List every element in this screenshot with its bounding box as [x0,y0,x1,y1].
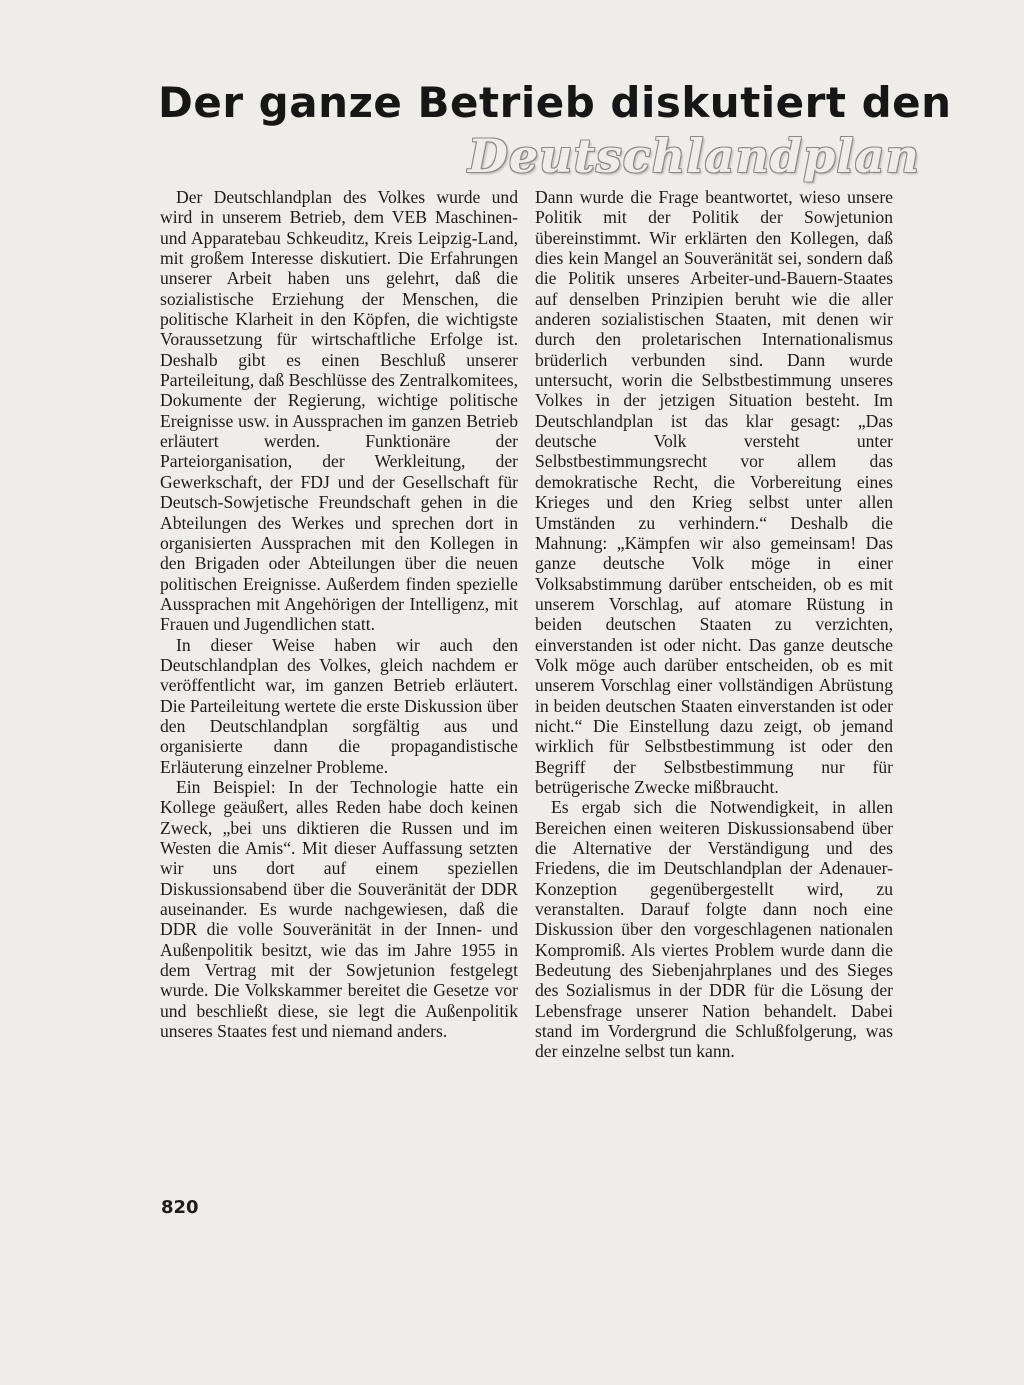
text-column-left [160,187,518,1041]
paragraph: Ein Beispiel: In der Technologie hatte ein Kollege geäußert, alles Reden habe doch keinen Zweck, „bei uns diktieren die Russen und im Westen die Amis“. Mit dieser Auffassung setzten wir uns dort auf einem speziellen Diskussionsabend über die Souveränität der DDR auseinander. Es wurde nachgewiesen, daß die DDR die volle Souveränität in der Innen- und Außenpolitik besitzt, wie das im Jahre 1955 in dem Vertrag mit der Sowjetunion festgelegt wurde. Die Volkskammer bereitet die Gesetze vor und beschließt diese, sie legt die Außenpolitik unseres Staates fest und niemand anders. [160,776,518,1042]
paragraph: Es ergab sich die Notwendigkeit, in allen Bereichen einen weiteren Diskussionsabend über die Alternative der Verständigung und des Friedens, die im Deutschlandplan der Adenauer-Konzeption gegenübergestellt wird, zu veranstalten. Darauf folgte dann noch eine Diskussion über den vorgeschlagenen nationalen Kompromiß. Als viertes Problem wurde dann die Bedeutung des Siebenjahrplanes und des Sieges des Sozialismus in der DDR für die Lösung der Lebensfrage unserer Nation behandelt. Dabei stand im Vordergrund die Schlußfolgerung, was der einzelne selbst tun kann. [535,797,893,1062]
paragraph: Dann wurde die Frage beantwortet, wieso unsere Politik mit der Politik der Sowjetunion übereinstimmt. Wir erklärten den Kollegen, daß dies kein Mangel an Souveränität sei, sondern daß die Politik unseres Arbeiter-und-Bauern-Staates auf denselben Prinzipien beruht wie die aller anderen sozialistischen Staaten, mit denen wir durch den proletarischen Internationalismus brüderlich verbunden sind. Dann wurde untersucht, worin die Selbstbestimmung unseres Volkes in der jetzigen Situation besteht. Im Deutschlandplan ist das klar gesagt: „Das deutsche Volk versteht unter Selbstbestimmungsrecht vor allem das demokratische Recht, die Vorbereitung eines Krieges und den Krieg selbst unter allen Umständen zu verhindern.“ Deshalb die Mahnung: „Kämpfen wir also gemeinsam! Das ganze deutsche Volk möge in einer Volksabstimmung darüber entscheiden, ob es mit unserem Vorschlag, auf atomare Rüstung in beiden deutschen Staaten zu verzichten, einverstanden ist oder nicht. Das ganze deutsche Volk möge auch darüber entscheiden, ob es mit unserem Vorschlag einer vollständigen Abrüstung in beiden deutschen Staaten einverstanden ist oder nicht.“ Die Einstellung dazu zeigt, ob jemand wirklich für Selbstbestimmung ist oder den Begriff der Selbstbestimmung nur für betrügerische Zwecke mißbraucht. [535,187,893,797]
page-number: 820 [161,1197,199,1218]
paragraph: In dieser Weise haben wir auch den Deutschlandplan des Volkes, gleich nachdem er veröffentlicht war, im ganzen Betrieb erläutert. Die Parteileitung wertete die erste Diskussion über den Deutschlandplan sorgfältig aus und organisierte dann die propagandistische Erläuterung einzelner Probleme. [160,634,518,777]
paragraph: Der Deutschlandplan des Volkes wurde und wird in unserem Betrieb, dem VEB Maschinen- und Apparatebau Schkeuditz, Kreis Leipzig-Land, mit großem Interesse diskutiert. Die Erfahrungen unserer Arbeit haben uns gelehrt, daß die sozialistische Erziehung der Menschen, die politische Klarheit in den Köpfen, die wichtigste Voraussetzung für wirtschaftliche Erfolge ist. Deshalb gibt es einen Beschluß unserer Parteileitung, daß Beschlüsse des Zentralkomitees, Dokumente der Regierung, wichtige politische Ereignisse usw. in Aussprachen im ganzen Betrieb erläutert werden. Funktionäre der Parteiorganisation, der Werkleitung, der Gewerkschaft, der FDJ und der Gesellschaft für Deutsch-Sowjetische Freundschaft gehen in die Abteilungen des Werkes und sprechen dort in organisierten Aussprachen mit den Kollegen in den Brigaden oder Abteilungen über die neuen politischen Ereignisse. Außerdem finden spezielle Aussprachen mit Angehörigen der Intelligenz, mit Frauen und Jugendlichen statt. [160,187,518,635]
article-headline: Der ganze Betrieb diskutiert den [158,78,952,127]
headline-script-word: Deutschlandplan [468,129,920,183]
text-column-right [535,187,893,1062]
